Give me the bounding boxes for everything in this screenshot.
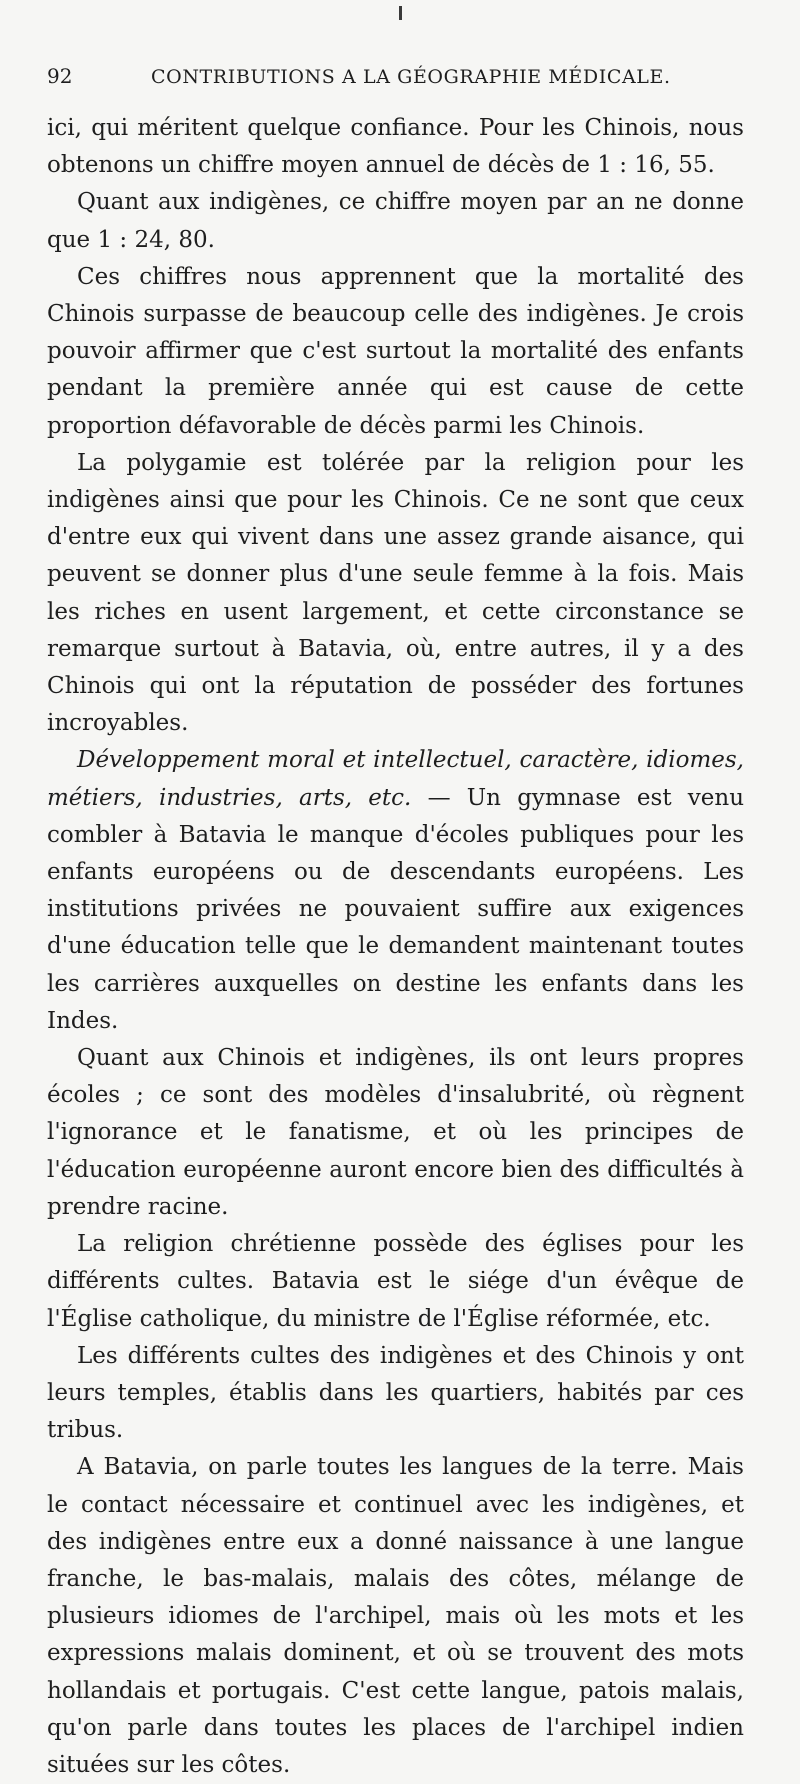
page-header bbox=[47, 64, 744, 104]
paragraph-languages: A Batavia, on parle toutes les langues de la terre. Mais le contact nécessaire et continuel avec les indigènes, et des indigènes entre eux a donné naissance à une langue franche, le bas-malais, malais des côtes, mélange de plusieurs idiomes de l'archipel, mais où les mots et les expressions malais dominent, et où se trouvent des mots hollandais et portugais. C'est cette langue, patois malais, qu'on parle dans toutes les places de l'archipel indien situées sur les côtes. bbox=[47, 1454, 744, 1778]
print-mark bbox=[399, 6, 402, 20]
paragraph-polygamy: La polygamie est tolérée par la religion pour les indigènes ainsi que pour les Chinois. Ce ne sont que ceux d'entre eux qui vivent dans une assez grande aisance, qui peuvent se donner plus d'une seule femme à la fois. Mais les riches en usent largement, et cette circonstance se remarque surtout à Batavia, où, entre autres, il y a des Chinois qui ont la réputation de posséder des fortunes incroyables. bbox=[47, 449, 744, 737]
paragraph-temples: Les différents cultes des indigènes et des Chinois y ont leurs temples, établis dans les quartiers, habités par ces tribus. bbox=[47, 1342, 744, 1444]
paragraph-indigenes-mortality: Quant aux indigènes, ce chiffre moyen par an ne donne que 1 : 24, 80. bbox=[47, 189, 744, 253]
running-head: CONTRIBUTIONS A LA GÉOGRAPHIE MÉDICALE. bbox=[151, 66, 671, 88]
paragraph-continuation: ici, qui méritent quelque confiance. Pour les Chinois, nous obtenons un chiffre moyen annuel de décès de 1 : 16, 55. bbox=[47, 115, 744, 179]
paragraph-schools: Quant aux Chinois et indigènes, ils ont leurs propres écoles ; ce sont des modèles d'insalubrité, où règnent l'ignorance et le fanatisme, et où les principes de l'éducation européenne auront encore bien des difficultés à prendre racine. bbox=[47, 1045, 744, 1220]
paragraph-mortality-comparison: Ces chiffres nous apprennent que la mortalité des Chinois surpasse de beaucoup celle des indigènes. Je crois pouvoir affirmer que c'est surtout la mortalité des enfants pendant la première année qui est cause de cette proportion défavorable de décès parmi les Chinois. bbox=[47, 263, 744, 439]
page-number: 92 bbox=[47, 64, 73, 88]
paragraph-religion: La religion chrétienne possède des églises pour les différents cultes. Batavia est le siége d'un évêque de l'Église catholique, du ministre de l'Église réformée, etc. bbox=[47, 1231, 744, 1332]
section-text: — Un gymnase est venu combler à Batavia le manque d'écoles publiques pour les enfants européens ou de descendants européens. Les institutions privées ne pouvaient suffire aux exigences d'une éducation telle que le demandent maintenant toutes les carrières auxquelles on destine les enfants dans les Indes. bbox=[47, 784, 745, 1034]
section-heading: Développement moral et intellectuel, caractère, idiomes, métiers, industries, arts, etc. bbox=[47, 747, 744, 811]
paragraph-section-education bbox=[47, 742, 744, 1040]
body-text bbox=[47, 110, 744, 1784]
